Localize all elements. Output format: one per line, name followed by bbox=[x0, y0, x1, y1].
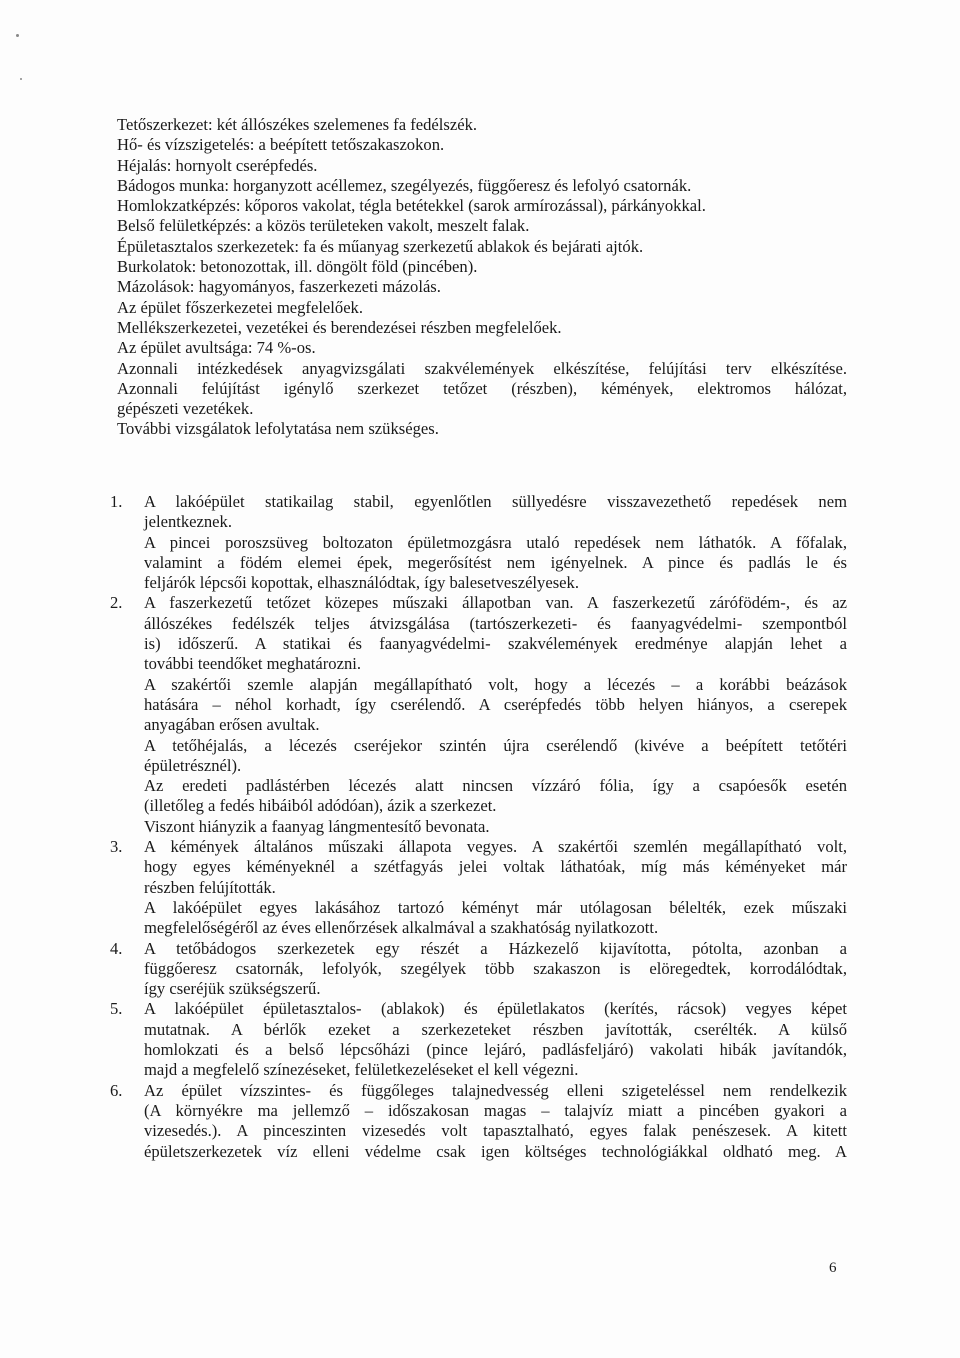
finding-line: A tetőhéjalás, a lécezés cseréjekor szintén újra cserélendő (kivéve a beépített tetőtéri bbox=[144, 735, 847, 755]
finding-line: A lakóépület épületasztalos- (ablakok) és épületlakatos (kerítés, rácsok) vegyes képet bbox=[144, 999, 847, 1019]
summary-line: Homlokzatképzés: kőporos vakolat, tégla betétekkel (sarok armírozással), párkányokkal. bbox=[117, 196, 706, 216]
finding-number: 5. bbox=[110, 999, 123, 1019]
finding-line: Az épület vízszintes- és függőleges talajnedvesség elleni szigeteléssel nem rendelkezik bbox=[144, 1080, 847, 1100]
finding-line: épületrésznél). bbox=[144, 755, 242, 775]
summary-line: Az épület főszerkezetei megfelelőek. bbox=[117, 297, 364, 317]
finding-item bbox=[110, 999, 847, 1080]
finding-line: Viszont hiányzik a faanyag lángmentesítő bevonata. bbox=[144, 816, 490, 836]
finding-line: így cseréjük szükségszerű. bbox=[144, 979, 321, 999]
finding-line: jelentkeznek. bbox=[144, 512, 232, 532]
finding-line: A lakóépület egyes lakásához tartozó kéményt már utólagosan bélelték, ezek műszaki bbox=[144, 897, 847, 917]
summary-block bbox=[117, 115, 847, 440]
finding-item bbox=[110, 939, 847, 1000]
finding-line: majd a megfelelő színezéseket, felületkezeléseket el kell végezni. bbox=[144, 1060, 579, 1080]
finding-line: hatására – néhol korhadt, így cserélendő. A cserépfedés több helyen hiányos, a cserepek bbox=[144, 694, 847, 714]
summary-line: Hő- és vízszigetelés: a beépített tetőszakaszokon. bbox=[117, 135, 445, 155]
finding-item bbox=[110, 593, 847, 837]
finding-line: (A környékre ma jellemző – időszakosan magas – talajvíz miatt a pincében gyakori a bbox=[144, 1100, 847, 1120]
summary-line: Bádogos munka: horganyzott acéllemez, szegélyezés, függőeresz és lefolyó csatornák. bbox=[117, 175, 692, 195]
finding-line: A lakóépület statikailag stabil, egyenlőtlen süllyedésre visszavezethető repedések nem bbox=[144, 492, 847, 511]
finding-line: további teendőket meghatározni. bbox=[144, 654, 362, 674]
finding-line: A szakértői szemle alapján megállapítható volt, hogy a lécezés – a korábbi beázások bbox=[144, 674, 847, 694]
finding-line: homlokzati és a belső lépcsőházi (pince lejáró, padlásfeljáró) vakolati hibák javítandók, bbox=[144, 1040, 847, 1060]
finding-line: A tetőbádogos szerkezetek egy részét a Házkezelő kijavította, pótolta, azonban a bbox=[144, 938, 847, 958]
summary-line: Azonnali intézkedések anyagvizsgálati szakvélemények elkészítése, felújítási terv elkészítése. bbox=[117, 358, 847, 378]
summary-line: Tetőszerkezet: két állószékes szelemenes fa fedélszék. bbox=[117, 115, 478, 134]
summary-line: Azonnali felújítást igénylő szerkezet tetőzet (részben), kémények, elektromos hálózat, bbox=[117, 378, 847, 398]
finding-number: 4. bbox=[110, 938, 123, 958]
finding-line: A pincei poroszsüveg boltozaton épületmozgásra utaló repedések nem láthatók. A főfalak, bbox=[144, 532, 847, 552]
finding-line: részben felújították. bbox=[144, 877, 276, 897]
finding-line: feljárók lépcsői kopottak, elhasználódtak, így balesetveszélyesek. bbox=[144, 573, 579, 593]
summary-line: Héjalás: hornyolt cserépfedés. bbox=[117, 155, 318, 175]
finding-line: függőeresz csatornák, lefolyók, szegélyek több szakaszon is elöregedtek, korrodálódtak, bbox=[144, 958, 847, 978]
summary-line: Belső felületképzés: a közös területeken vakolt, meszelt falak. bbox=[117, 216, 530, 236]
finding-line: A kémények általános műszaki állapota vegyes. A szakértői szemlén megállapítható volt, bbox=[144, 837, 847, 857]
summary-line: Burkolatok: betonozottak, ill. döngölt föld (pincében). bbox=[117, 257, 478, 277]
finding-line: megfelelőségéről az éves ellenőrzések alkalmával a szakhatóság nyilatkozott. bbox=[144, 918, 659, 938]
summary-line: Az épület avultsága: 74 %-os. bbox=[117, 338, 316, 358]
scan-speck bbox=[20, 78, 22, 80]
scan-speck bbox=[16, 34, 19, 37]
finding-line: hogy egyes kéményeknél a szétfagyás jelei voltak láthatóak, míg más kéményeket már bbox=[144, 857, 847, 877]
finding-item bbox=[110, 1081, 847, 1162]
finding-line: mutatnak. A bérlők ezeket a szerkezeteket részben javították, cserélték. A külső bbox=[144, 1019, 847, 1039]
summary-line: Mellékszerkezetei, vezetékei és berendezései részben megfelelőek. bbox=[117, 317, 562, 337]
summary-line: Épületasztalos szerkezetek: fa és műanyag szerkezetű ablakok és bejárati ajtók. bbox=[117, 236, 644, 256]
finding-number: 1. bbox=[110, 492, 123, 511]
summary-line: További vizsgálatok lefolytatása nem szükséges. bbox=[117, 419, 439, 439]
finding-line: állószékes fedélszék teljes átvizsgálása (tartószerkezeti- és faanyagvédelmi- szempontból bbox=[144, 613, 847, 633]
finding-item bbox=[110, 492, 847, 593]
finding-line: anyagában erősen avultak. bbox=[144, 715, 320, 735]
finding-line: A faszerkezetű tetőzet közepes műszaki állapotban van. A faszerkezetű zárófödém-, és az bbox=[144, 593, 847, 613]
finding-number: 3. bbox=[110, 837, 123, 857]
page-number: 6 bbox=[829, 1260, 837, 1276]
finding-number: 6. bbox=[110, 1080, 123, 1100]
finding-line: (illetőleg a fedés hibáiból adódóan), ázik a szerkezet. bbox=[144, 796, 497, 816]
finding-number: 2. bbox=[110, 593, 123, 613]
finding-line: épületszerkezetek víz elleni védelme csak igen költséges technológiákkal oldható meg. A bbox=[144, 1141, 847, 1161]
summary-line: gépészeti vezetékek. bbox=[117, 399, 254, 419]
numbered-findings-list bbox=[110, 492, 847, 1162]
finding-line: vizesedés.). A pinceszinten vizesedés volt tapasztalható, egyes falak penészesek. A kitett bbox=[144, 1121, 847, 1141]
summary-line: Mázolások: hagyományos, faszerkezeti mázolás. bbox=[117, 277, 441, 297]
finding-line: is) időszerű. A statikai és faanyagvédelmi- szakvélemények eredménye alapján lehet a bbox=[144, 634, 847, 654]
finding-line: Az eredeti padlástérben lécezés alatt nincsen vízzáró fólia, így a csapóesők esetén bbox=[144, 776, 847, 796]
finding-line: valamint a födém elemei épek, megerősítést nem igényelnek. A pince és padlás le és bbox=[144, 552, 847, 572]
finding-item bbox=[110, 837, 847, 938]
